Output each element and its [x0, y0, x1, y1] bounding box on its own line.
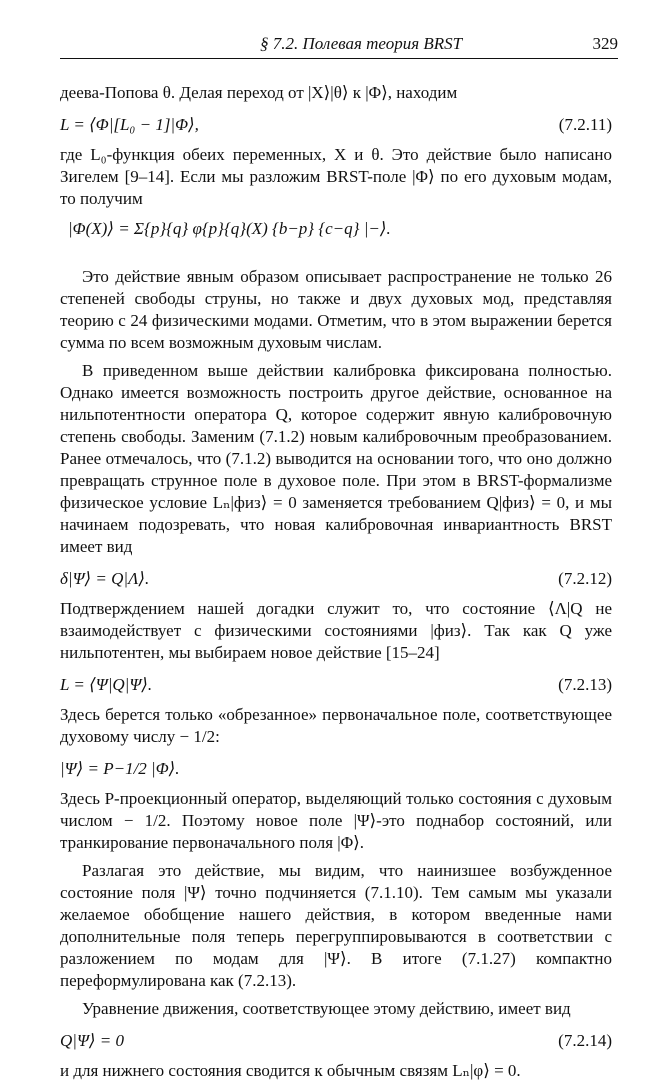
paragraph: Здесь P-проекционный оператор, выделяющий только состояния с духовым числом − 1/2. Поэтому новое поле |Ψ⟩-это поднабор состояний, или транкирование первоначального поля |Φ⟩.: [60, 789, 612, 852]
paragraph: Разлагая это действие, мы видим, что наинизшее возбужденное состояние поля |Ψ⟩ точно подчиняется (7.1.10). Тем самым мы указали желаемое обобщение нашего действия, в котором введенные нами дополнительные поля теперь перегруппировываются в соответствии с разложением по модам для |Ψ⟩. В итоге (7.1.27) компактно переформулирована как (7.2.13).: [60, 861, 612, 990]
equation-number: (7.2.14): [558, 1031, 612, 1050]
paragraph: где L₀-функция обеих переменных, X и θ. Это действие было написано Зигелем [9–14]. Если мы разложим BRST-поле |Φ⟩ по его духовым модам, то получим: [60, 145, 612, 208]
equation-number: (7.2.13): [558, 675, 612, 694]
page-header: [60, 28, 618, 59]
equation-expression: L = ⟨Φ|[L₀ − 1]|Φ⟩,: [60, 115, 199, 134]
equation-expression: |Φ(X)⟩ = Σ{p}{q} φ{p}{q}(X) {b−p} {c−q} |−⟩.: [68, 219, 391, 238]
paragraph: Это действие явным образом описывает распространение не только 26 степеней свободы струны, но также и двух духовых мод, представляя теорию с 24 физическими модами. Отметим, что в этом выражении берется сумма по всем возможным духовым числам.: [60, 267, 612, 352]
equation-expression: Q|Ψ⟩ = 0: [60, 1031, 125, 1050]
paragraph: и для нижнего состояния сводится к обычным связям Lₙ|φ⟩ = 0.: [60, 1061, 521, 1080]
equation-number: (7.2.11): [558, 115, 612, 134]
equation-expression: |Ψ⟩ = P−1/2 |Φ⟩.: [60, 759, 180, 778]
equation: [60, 564, 612, 594]
equation-expression: δ|Ψ⟩ = Q|Λ⟩.: [60, 569, 150, 588]
page-number: 329: [592, 34, 618, 53]
equation: [60, 670, 612, 700]
paragraph: Здесь берется только «обрезанное» первоначальное поле, соответствующее духовому числу − 1/2:: [60, 705, 612, 746]
equation-expression: L = ⟨Ψ|Q|Ψ⟩.: [60, 675, 153, 694]
equation-number: (7.2.12): [558, 569, 612, 588]
equation: [60, 110, 612, 140]
equation: [60, 754, 612, 784]
running-title: § 7.2. Полевая теория BRST: [260, 34, 463, 53]
equation: [60, 1026, 612, 1056]
equation: [60, 216, 612, 262]
paragraph: Уравнение движения, соответствующее этому действию, имеет вид: [82, 999, 571, 1018]
paragraph: деева-Попова θ. Делая переход от |X⟩|θ⟩ к |Φ⟩, находим: [60, 83, 458, 102]
page-body: [60, 82, 612, 1088]
paragraph: Подтверждением нашей догадки служит то, что состояние ⟨Λ|Q не взаимодействует с физическими состояниями |физ⟩. Так как Q уже нильпотентен, мы выбираем новое действие [15–24]: [60, 599, 612, 662]
paragraph: В приведенном выше действии калибровка фиксирована полностью. Однако имеется возможность построить другое действие, основанное на нильпотентности оператора Q, которое содержит явную калибровочную степень свободы. Заменим (7.1.2) новым калибровочным преобразованием. Ранее отмечалось, что (7.1.2) выводится на основании того, что оно должно превращать струнное поле в духовое поле. При этом в BRST-формализме физическое условие Lₙ|физ⟩ = 0 заменяется требованием Q|физ⟩ = 0, и мы начинаем подозревать, что новая калибровочная инвариантность BRST имеет вид: [60, 361, 612, 556]
